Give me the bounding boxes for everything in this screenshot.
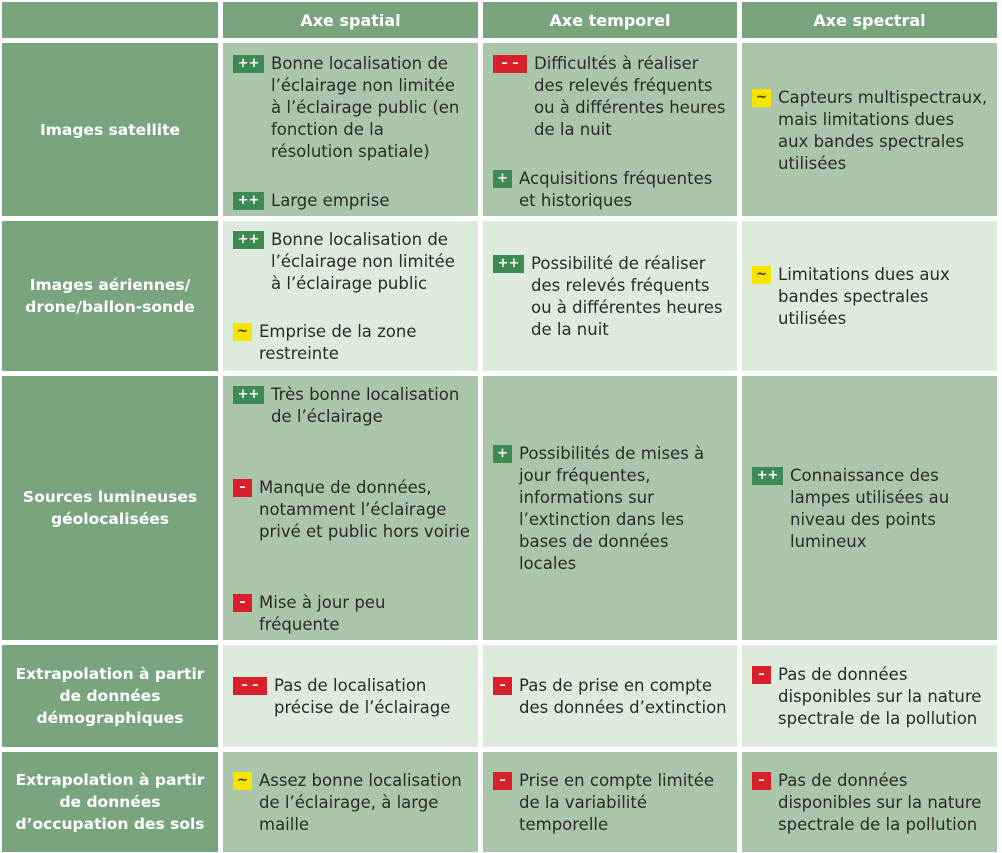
- cell-occupation-spatial: [223, 752, 478, 852]
- rating-item: [233, 675, 470, 719]
- minus-badge: –: [493, 677, 512, 695]
- cell-demographiques-spatial: [223, 645, 478, 747]
- cell-satellite-temporel: [483, 43, 737, 216]
- double-minus-badge: – –: [493, 55, 527, 73]
- item-text: Emprise de la zone restreinte: [259, 322, 417, 363]
- tilde-badge: ~: [233, 323, 252, 341]
- tilde-badge: ~: [752, 266, 771, 284]
- item-text: Bonne localisation de l’éclairage non limitée à l’éclairage public (en fonction de la résolution spatiale): [271, 54, 460, 161]
- double-minus-badge: – –: [233, 677, 267, 695]
- item-text: Prise en compte limitée de la variabilité temporelle: [519, 771, 715, 834]
- rating-item: [752, 264, 989, 330]
- item-text: Difficultés à réaliser des relevés fréquents ou à différentes heures de la nuit: [534, 54, 726, 139]
- item-text: Connaissance des lampes utilisées au niveau des points lumineux: [790, 466, 950, 551]
- rating-item: [233, 53, 470, 163]
- item-text: Acquisitions fréquentes et historiques: [519, 169, 713, 210]
- item-text: Possibilités de mises à jour fréquentes, informations sur l’extinction dans les bases de données locales: [519, 444, 705, 573]
- rating-item: [233, 384, 470, 428]
- header-corner: [2, 2, 218, 38]
- row-label-sources-lumineuses: Sources lumineuses géolocalisées: [2, 376, 218, 640]
- cell-occupation-temporel: [483, 752, 737, 852]
- cell-satellite-spatial: [223, 43, 478, 216]
- cell-sources-spatial: [223, 376, 478, 640]
- rating-item: [752, 664, 989, 730]
- minus-badge: –: [752, 772, 771, 790]
- cell-demographiques-temporel: [483, 645, 737, 747]
- cell-sources-spectral: [742, 376, 997, 640]
- cell-demographiques-spectral: [742, 645, 997, 747]
- cell-aeriennes-spatial: [223, 221, 478, 371]
- double-plus-badge: ++: [233, 55, 264, 73]
- rating-item: [233, 592, 470, 636]
- rating-item: [493, 168, 729, 212]
- tilde-badge: ~: [752, 89, 771, 107]
- row-label-images-satellite: Images satellite: [2, 43, 218, 216]
- double-plus-badge: ++: [233, 192, 264, 210]
- double-plus-badge: ++: [752, 467, 783, 485]
- cell-occupation-spectral: [742, 752, 997, 852]
- item-text: Bonne localisation de l’éclairage non limitée à l’éclairage public: [271, 230, 455, 293]
- rating-item: [233, 321, 470, 365]
- item-text: Capteurs multispectraux, mais limitations dues aux bandes spectrales utilisées: [778, 87, 988, 173]
- item-text: Pas de localisation précise de l’éclairage: [274, 676, 451, 717]
- row-label-images-aeriennes: Images aériennes/ drone/ballon-sonde: [2, 221, 218, 371]
- minus-badge: –: [493, 772, 512, 790]
- rating-item: [752, 465, 989, 553]
- rating-item: [233, 770, 470, 836]
- rating-item: [493, 53, 729, 141]
- rating-item: [752, 87, 989, 175]
- item-text: Pas de données disponibles sur la nature spectrale de la pollution: [778, 771, 982, 834]
- header-spatial: Axe spatial: [223, 2, 478, 38]
- rating-item: [493, 770, 729, 836]
- rating-item: [493, 443, 729, 575]
- plus-badge: +: [493, 445, 512, 463]
- rating-item: [493, 253, 729, 341]
- item-text: Assez bonne localisation de l’éclairage, à large maille: [259, 771, 462, 834]
- item-text: Pas de données disponibles sur la nature spectrale de la pollution: [778, 665, 982, 728]
- cell-aeriennes-spectral: [742, 221, 997, 371]
- item-text: Large emprise: [271, 191, 390, 210]
- row-label-extrapolation-demographiques: Extrapolation à partir de données démographiques: [2, 645, 218, 747]
- rating-item: [233, 190, 470, 212]
- minus-badge: –: [752, 666, 771, 684]
- item-text: Limitations dues aux bandes spectrales utilisées: [778, 265, 950, 328]
- minus-badge: –: [233, 594, 252, 612]
- double-plus-badge: ++: [493, 255, 524, 273]
- row-label-extrapolation-occupation-sols: Extrapolation à partir de données d’occupation des sols: [2, 752, 218, 852]
- cell-sources-temporel: [483, 376, 737, 640]
- cell-satellite-spectral: [742, 43, 997, 216]
- header-temporel: Axe temporel: [483, 2, 737, 38]
- item-text: Très bonne localisation de l’éclairage: [271, 385, 460, 426]
- cell-aeriennes-temporel: [483, 221, 737, 371]
- header-spectral: Axe spectral: [742, 2, 997, 38]
- minus-badge: –: [233, 479, 252, 497]
- tilde-badge: ~: [233, 772, 252, 790]
- double-plus-badge: ++: [233, 231, 264, 249]
- double-plus-badge: ++: [233, 386, 264, 404]
- item-text: Mise à jour peu fréquente: [259, 593, 386, 634]
- item-text: Manque de données, notamment l’éclairage privé et public hors voirie: [259, 478, 470, 541]
- rating-item: [233, 477, 470, 543]
- item-text: Possibilité de réaliser des relevés fréquents ou à différentes heures de la nuit: [531, 254, 723, 339]
- rating-item: [233, 229, 470, 295]
- rating-item: [493, 675, 729, 719]
- plus-badge: +: [493, 170, 512, 188]
- rating-item: [752, 770, 989, 836]
- item-text: Pas de prise en compte des données d’extinction: [519, 676, 727, 717]
